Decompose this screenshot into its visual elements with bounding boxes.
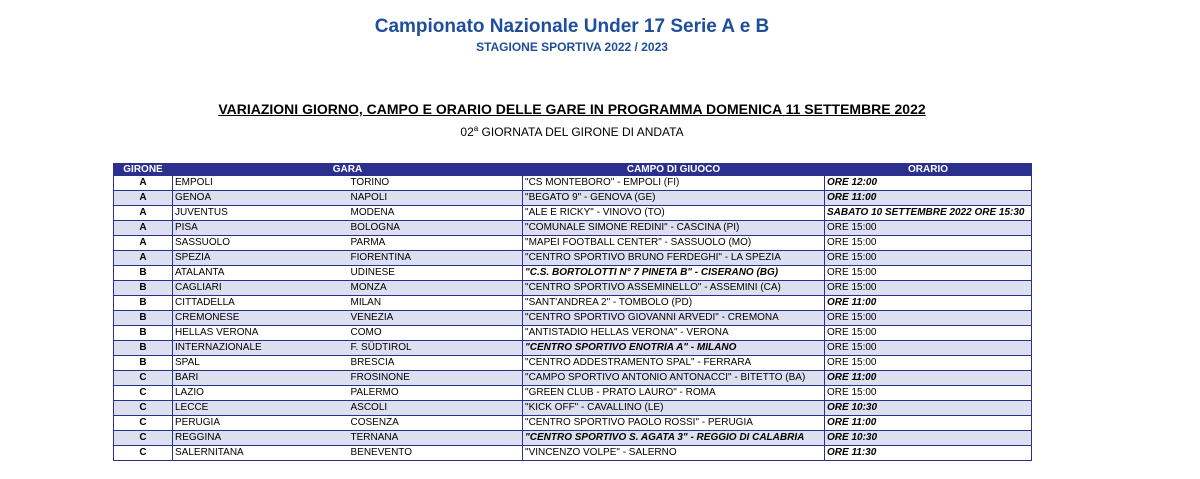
away-team-cell: FROSINONE: [349, 371, 523, 386]
round-text: GIORNATA DEL GIRONE DI ANDATA: [478, 125, 684, 139]
girone-cell: B: [114, 311, 173, 326]
girone-cell: B: [114, 356, 173, 371]
home-team-cell: GENOA: [173, 191, 349, 206]
time-cell: SABATO 10 SETTEMBRE 2022 ORE 15:30: [825, 206, 1032, 221]
girone-cell: B: [114, 266, 173, 281]
table-row: [114, 221, 1032, 236]
home-team-cell: BARI: [173, 371, 349, 386]
venue-cell: "CENTRO SPORTIVO GIOVANNI ARVEDI" - CREMONA: [523, 311, 825, 326]
home-team-cell: SALERNITANA: [173, 446, 349, 461]
table-row: [114, 446, 1032, 461]
round-number: 02: [460, 125, 474, 139]
time-cell: ORE 15:00: [825, 266, 1032, 281]
home-team-cell: ATALANTA: [173, 266, 349, 281]
table-row: [114, 236, 1032, 251]
home-team-cell: LAZIO: [173, 386, 349, 401]
away-team-cell: PALERMO: [349, 386, 523, 401]
home-team-cell: CITTADELLA: [173, 296, 349, 311]
season-subtitle: STAGIONE SPORTIVA 2022 / 2023: [476, 40, 668, 54]
variations-heading: VARIAZIONI GIORNO, CAMPO E ORARIO DELLE GARE IN PROGRAMMA DOMENICA 11 SETTEMBRE 2022: [218, 101, 926, 117]
table-row: [114, 266, 1032, 281]
col-gara: GARA: [173, 164, 523, 176]
table-row: [114, 296, 1032, 311]
table-header-row: [114, 164, 1032, 176]
time-cell: ORE 11:30: [825, 446, 1032, 461]
venue-cell: "CENTRO SPORTIVO ASSEMINELLO" - ASSEMINI (CA): [523, 281, 825, 296]
home-team-cell: SPAL: [173, 356, 349, 371]
venue-cell: "CENTRO SPORTIVO PAOLO ROSSI" - PERUGIA: [523, 416, 825, 431]
away-team-cell: TORINO: [349, 176, 523, 191]
away-team-cell: VENEZIA: [349, 311, 523, 326]
table-row: [114, 326, 1032, 341]
time-cell: ORE 11:00: [825, 296, 1032, 311]
time-cell: ORE 11:00: [825, 371, 1032, 386]
away-team-cell: BRESCIA: [349, 356, 523, 371]
venue-cell: "ALE E RICKY" - VINOVO (TO): [523, 206, 825, 221]
venue-cell: "CENTRO SPORTIVO BRUNO FERDEGHI" - LA SPEZIA: [523, 251, 825, 266]
home-team-cell: REGGINA: [173, 431, 349, 446]
table-row: [114, 281, 1032, 296]
table-row: [114, 416, 1032, 431]
venue-cell: "CENTRO SPORTIVO ENOTRIA A" - MILANO: [523, 341, 825, 356]
home-team-cell: LECCE: [173, 401, 349, 416]
home-team-cell: INTERNAZIONALE: [173, 341, 349, 356]
girone-cell: A: [114, 191, 173, 206]
away-team-cell: MILAN: [349, 296, 523, 311]
table-row: [114, 311, 1032, 326]
round-suffix: a: [473, 124, 479, 133]
girone-cell: B: [114, 281, 173, 296]
home-team-cell: EMPOLI: [173, 176, 349, 191]
venue-cell: "CENTRO SPORTIVO S. AGATA 3" - REGGIO DI CALABRIA: [523, 431, 825, 446]
girone-cell: A: [114, 236, 173, 251]
girone-cell: C: [114, 371, 173, 386]
girone-cell: A: [114, 251, 173, 266]
venue-cell: "ANTISTADIO HELLAS VERONA" - VERONA: [523, 326, 825, 341]
table-row: [114, 206, 1032, 221]
home-team-cell: CREMONESE: [173, 311, 349, 326]
time-cell: ORE 12:00: [825, 176, 1032, 191]
home-team-cell: SASSUOLO: [173, 236, 349, 251]
round-label: [0, 124, 1144, 139]
time-cell: ORE 15:00: [825, 236, 1032, 251]
table-row: [114, 251, 1032, 266]
table-row: [114, 386, 1032, 401]
venue-cell: "GREEN CLUB - PRATO LAURO" - ROMA: [523, 386, 825, 401]
girone-cell: A: [114, 176, 173, 191]
time-cell: ORE 15:00: [825, 281, 1032, 296]
away-team-cell: BENEVENTO: [349, 446, 523, 461]
time-cell: ORE 15:00: [825, 326, 1032, 341]
girone-cell: A: [114, 206, 173, 221]
away-team-cell: NAPOLI: [349, 191, 523, 206]
away-team-cell: ASCOLI: [349, 401, 523, 416]
table-row: [114, 371, 1032, 386]
venue-cell: "CS MONTEBORO" - EMPOLI (FI): [523, 176, 825, 191]
time-cell: ORE 15:00: [825, 341, 1032, 356]
table-row: [114, 176, 1032, 191]
venue-cell: "CENTRO ADDESTRAMENTO SPAL" - FERRARA: [523, 356, 825, 371]
venue-cell: "C.S. BORTOLOTTI N° 7 PINETA B" - CISERANO (BG): [523, 266, 825, 281]
girone-cell: C: [114, 446, 173, 461]
time-cell: ORE 11:00: [825, 416, 1032, 431]
away-team-cell: TERNANA: [349, 431, 523, 446]
girone-cell: B: [114, 326, 173, 341]
home-team-cell: PISA: [173, 221, 349, 236]
table-row: [114, 401, 1032, 416]
venue-cell: "BEGATO 9" - GENOVA (GE): [523, 191, 825, 206]
away-team-cell: PARMA: [349, 236, 523, 251]
venue-cell: "COMUNALE SIMONE REDINI" - CASCINA (PI): [523, 221, 825, 236]
venue-cell: "MAPEI FOOTBALL CENTER" - SASSUOLO (MO): [523, 236, 825, 251]
away-team-cell: FIORENTINA: [349, 251, 523, 266]
home-team-cell: CAGLIARI: [173, 281, 349, 296]
home-team-cell: HELLAS VERONA: [173, 326, 349, 341]
time-cell: ORE 15:00: [825, 356, 1032, 371]
col-orario: ORARIO: [825, 164, 1032, 176]
table-row: [114, 341, 1032, 356]
time-cell: ORE 15:00: [825, 221, 1032, 236]
away-team-cell: BOLOGNA: [349, 221, 523, 236]
table-row: [114, 191, 1032, 206]
time-cell: ORE 11:00: [825, 191, 1032, 206]
time-cell: ORE 15:00: [825, 251, 1032, 266]
girone-cell: C: [114, 401, 173, 416]
time-cell: ORE 10:30: [825, 431, 1032, 446]
away-team-cell: COMO: [349, 326, 523, 341]
away-team-cell: COSENZA: [349, 416, 523, 431]
girone-cell: B: [114, 296, 173, 311]
venue-cell: "CAMPO SPORTIVO ANTONIO ANTONACCI" - BITETTO (BA): [523, 371, 825, 386]
col-campo: CAMPO DI GIUOCO: [523, 164, 825, 176]
venue-cell: "KICK OFF" - CAVALLINO (LE): [523, 401, 825, 416]
girone-cell: A: [114, 221, 173, 236]
document-title: Campionato Nazionale Under 17 Serie A e B: [374, 16, 770, 37]
girone-cell: C: [114, 431, 173, 446]
girone-cell: C: [114, 416, 173, 431]
away-team-cell: MONZA: [349, 281, 523, 296]
table-row: [114, 431, 1032, 446]
away-team-cell: F. SÜDTIROL: [349, 341, 523, 356]
venue-cell: "SANT'ANDREA 2" - TOMBOLO (PD): [523, 296, 825, 311]
home-team-cell: JUVENTUS: [173, 206, 349, 221]
girone-cell: C: [114, 386, 173, 401]
col-girone: GIRONE: [114, 164, 173, 176]
table-row: [114, 356, 1032, 371]
home-team-cell: PERUGIA: [173, 416, 349, 431]
venue-cell: "VINCENZO VOLPE" - SALERNO: [523, 446, 825, 461]
time-cell: ORE 10:30: [825, 401, 1032, 416]
away-team-cell: MODENA: [349, 206, 523, 221]
matches-table: [113, 163, 1032, 461]
time-cell: ORE 15:00: [825, 386, 1032, 401]
home-team-cell: SPEZIA: [173, 251, 349, 266]
time-cell: ORE 15:00: [825, 311, 1032, 326]
away-team-cell: UDINESE: [349, 266, 523, 281]
girone-cell: B: [114, 341, 173, 356]
